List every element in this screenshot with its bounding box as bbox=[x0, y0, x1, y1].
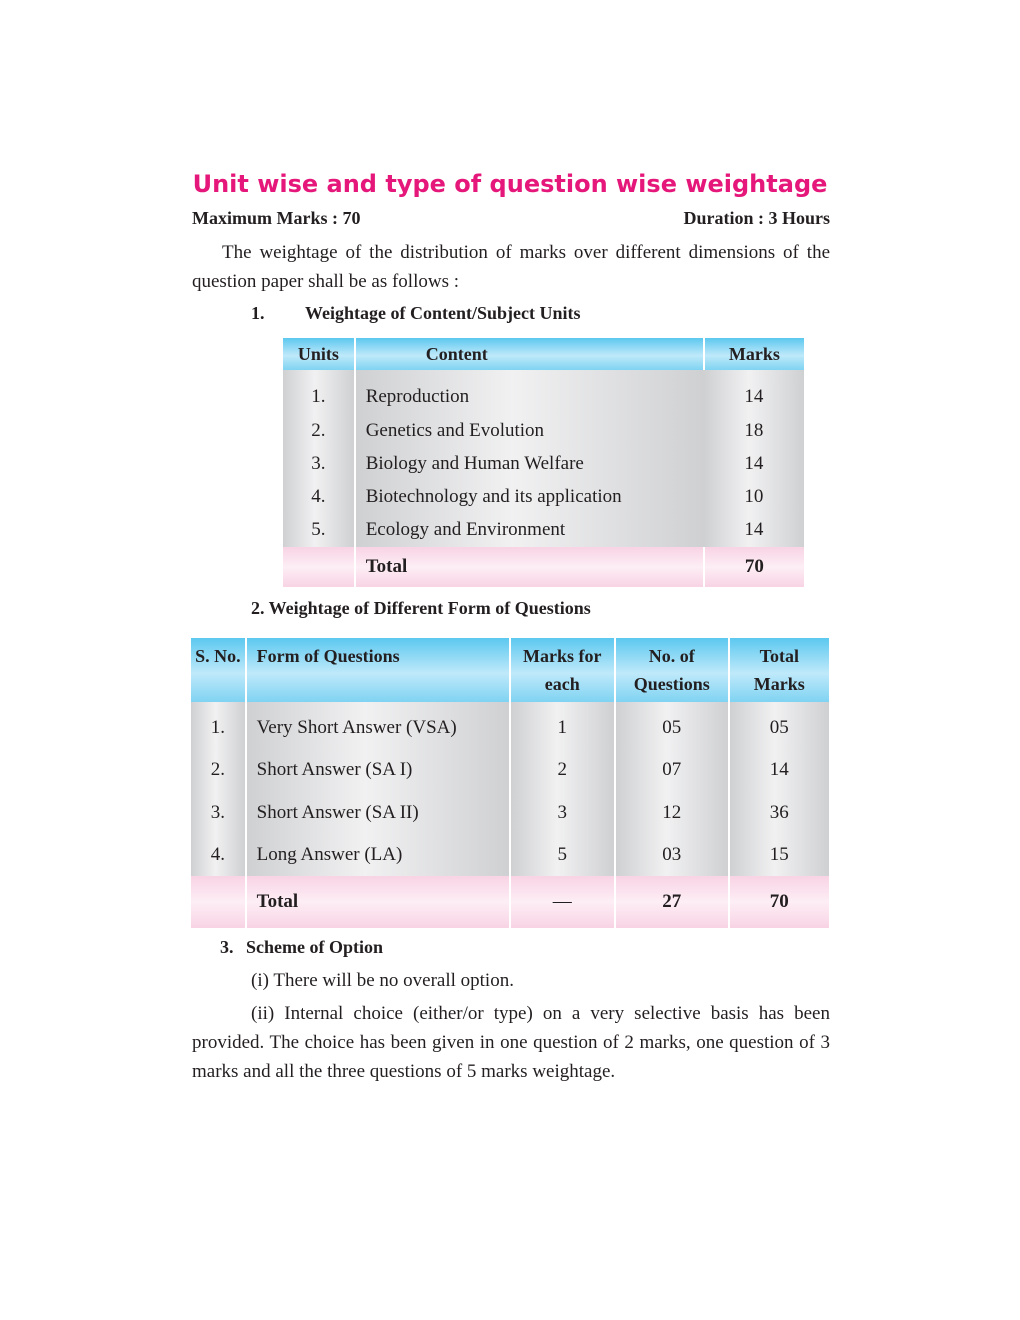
cell-marks-each: 3 bbox=[510, 791, 615, 834]
cell-total-marks: 14 bbox=[729, 749, 829, 791]
total-label: Total bbox=[246, 876, 510, 928]
section2-heading: 2. Weightage of Different Form of Questions bbox=[251, 598, 591, 618]
cell-marks-each: 1 bbox=[510, 706, 615, 749]
table-total-row bbox=[191, 876, 829, 928]
cell-sno: 1. bbox=[191, 706, 246, 749]
table-row bbox=[191, 749, 829, 791]
cell-unit: 3. bbox=[283, 447, 355, 480]
total-label: Total bbox=[355, 547, 704, 587]
table-row bbox=[191, 834, 829, 876]
exam-meta bbox=[192, 208, 830, 229]
cell-unit: 1. bbox=[283, 380, 355, 414]
cell-form: Long Answer (LA) bbox=[246, 834, 510, 876]
intro-paragraph: The weightage of the distribution of marks over different dimensions of the question paper shall be as follows : bbox=[192, 242, 830, 292]
cell-total-marks: 36 bbox=[729, 791, 829, 834]
cell-marks: 14 bbox=[704, 447, 804, 480]
section1-title: Weightage of Content/Subject Units bbox=[305, 303, 581, 323]
cell-sno: 3. bbox=[191, 791, 246, 834]
cell-unit: 4. bbox=[283, 480, 355, 513]
cell-total-marks: 15 bbox=[729, 834, 829, 876]
total-marks: 70 bbox=[729, 876, 829, 928]
cell-content: Ecology and Environment bbox=[355, 513, 704, 547]
option-point-2: (ii) Internal choice (either/or type) on a very selective basis has been provided. The choice has been given in one question of 2 marks, one question of 3 marks and all the three questions of 5 marks weightage. bbox=[192, 1003, 830, 1082]
page-title: Unit wise and type of question wise weightage bbox=[192, 170, 828, 198]
col-header-no-questions: No. of Questions bbox=[615, 638, 729, 702]
cell-marks: 18 bbox=[704, 414, 804, 447]
cell-no-questions: 03 bbox=[615, 834, 729, 876]
cell-form: Very Short Answer (VSA) bbox=[246, 706, 510, 749]
col-header-marks-each: Marks for each bbox=[510, 638, 615, 702]
content-units-table bbox=[283, 338, 804, 587]
total-value: 70 bbox=[704, 547, 804, 587]
cell-no-questions: 07 bbox=[615, 749, 729, 791]
duration: Duration : 3 Hours bbox=[683, 208, 830, 228]
cell-form: Short Answer (SA I) bbox=[246, 749, 510, 791]
cell-marks-each: 2 bbox=[510, 749, 615, 791]
cell-content: Reproduction bbox=[355, 380, 704, 414]
total-no-questions: 27 bbox=[615, 876, 729, 928]
maximum-marks: Maximum Marks : 70 bbox=[192, 208, 361, 228]
cell-content: Genetics and Evolution bbox=[355, 414, 704, 447]
section1-heading bbox=[251, 303, 581, 324]
table-row bbox=[283, 380, 804, 414]
cell-form: Short Answer (SA II) bbox=[246, 791, 510, 834]
table-row bbox=[283, 480, 804, 513]
section3-number: 3. bbox=[220, 937, 234, 957]
cell-content: Biology and Human Welfare bbox=[355, 447, 704, 480]
cell-marks: 10 bbox=[704, 480, 804, 513]
table-row bbox=[283, 447, 804, 480]
total-marks-each: — bbox=[510, 876, 615, 928]
table-header-row bbox=[191, 638, 829, 702]
col-header-total-marks: Total Marks bbox=[729, 638, 829, 702]
cell-marks: 14 bbox=[704, 513, 804, 547]
cell-content: Biotechnology and its application bbox=[355, 480, 704, 513]
table-header-row bbox=[283, 338, 804, 370]
table-total-row bbox=[283, 547, 804, 587]
cell-sno: 4. bbox=[191, 834, 246, 876]
col-header-sno: S. No. bbox=[191, 638, 246, 702]
col-header-content: Content bbox=[355, 338, 704, 370]
cell-total-marks: 05 bbox=[729, 706, 829, 749]
table-row bbox=[283, 513, 804, 547]
cell-sno: 2. bbox=[191, 749, 246, 791]
section3-title: Scheme of Option bbox=[246, 937, 383, 957]
table-row bbox=[191, 706, 829, 749]
option-point-1: (i) There will be no overall option. bbox=[251, 970, 514, 991]
table-row bbox=[191, 791, 829, 834]
col-header-marks: Marks bbox=[704, 338, 804, 370]
cell-unit: 2. bbox=[283, 414, 355, 447]
cell-marks-each: 5 bbox=[510, 834, 615, 876]
table-row bbox=[283, 414, 804, 447]
col-header-units: Units bbox=[283, 338, 355, 370]
section1-number: 1. bbox=[251, 303, 265, 323]
question-forms-table bbox=[191, 638, 829, 928]
cell-unit: 5. bbox=[283, 513, 355, 547]
col-header-form: Form of Questions bbox=[246, 638, 510, 702]
section3-heading bbox=[220, 937, 383, 958]
cell-no-questions: 05 bbox=[615, 706, 729, 749]
cell-no-questions: 12 bbox=[615, 791, 729, 834]
cell-marks: 14 bbox=[704, 380, 804, 414]
